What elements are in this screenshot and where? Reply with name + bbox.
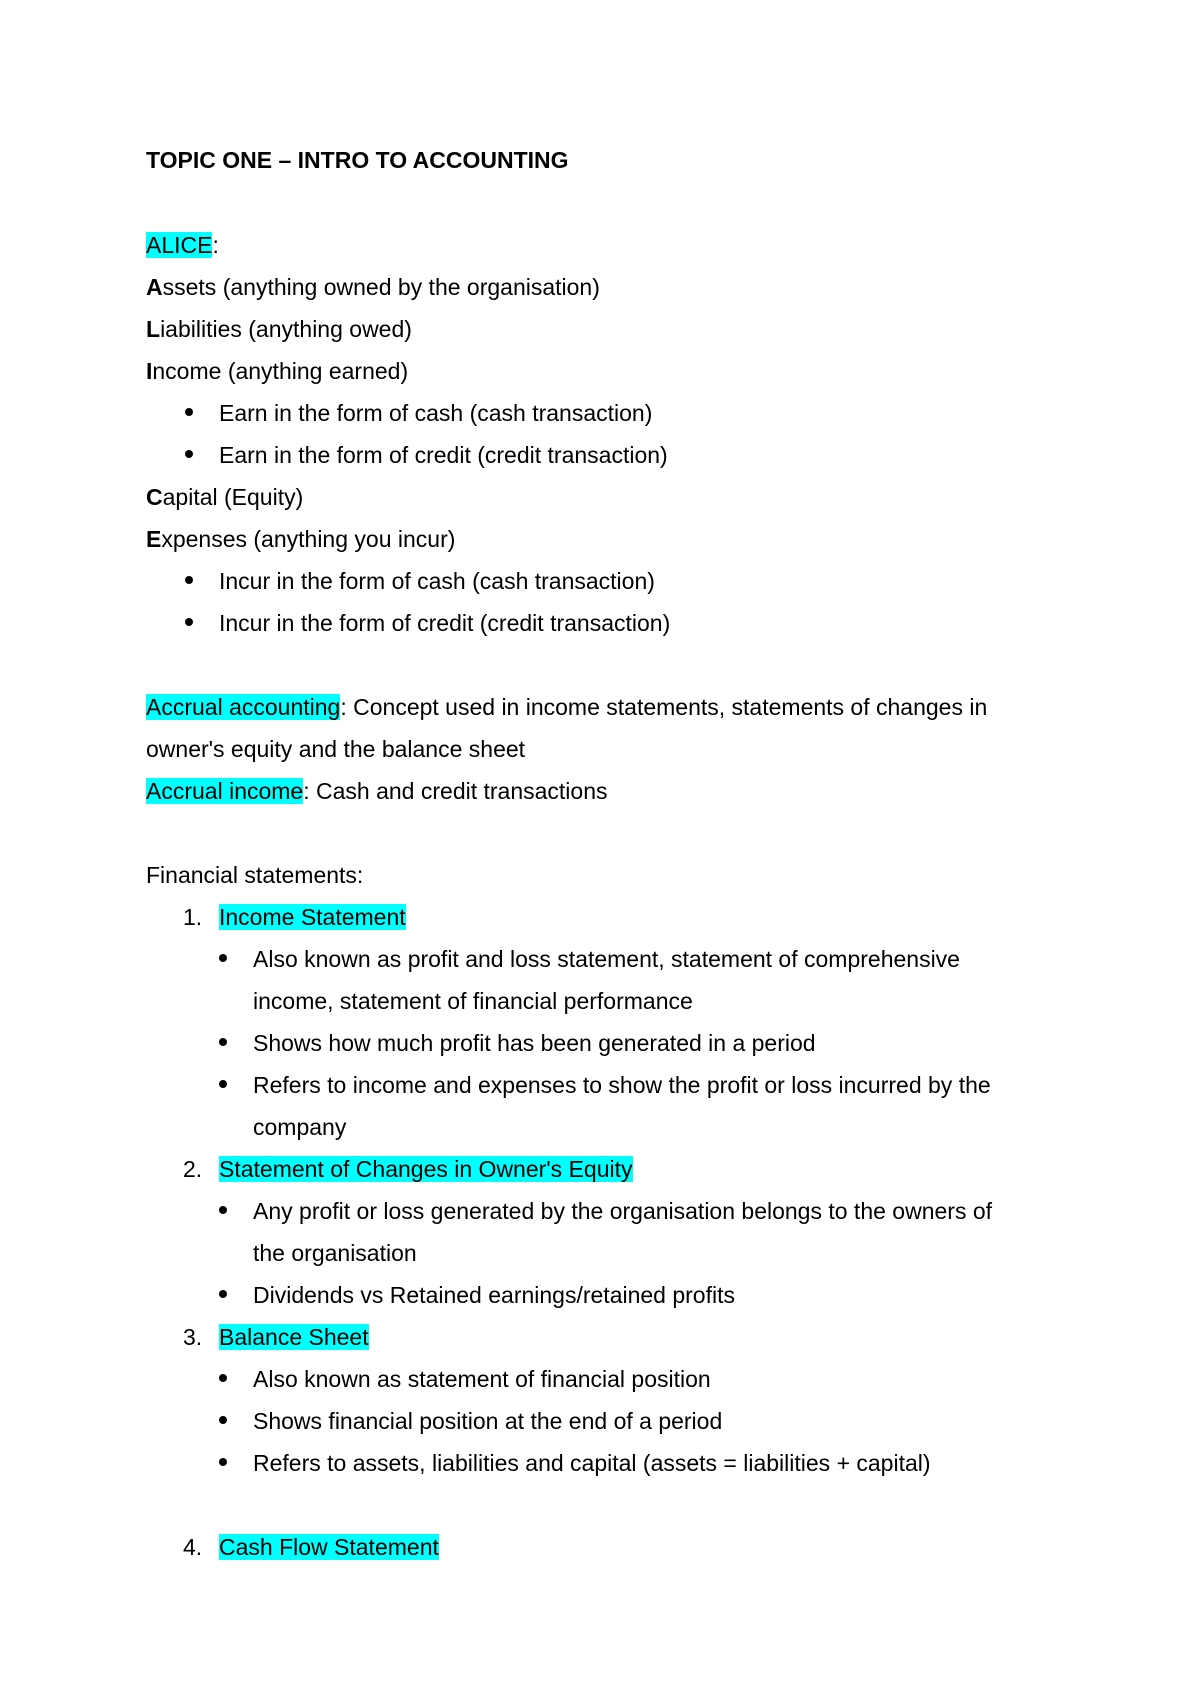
balance-sheet-bullet-1: Also known as statement of financial position (253, 1366, 711, 1392)
accrual-accounting-line (146, 694, 987, 720)
equity-bullet-1-cont: the organisation (253, 1240, 417, 1266)
expenses-bullet-1: Incur in the form of cash (cash transaction) (219, 568, 655, 594)
alice-liabilities-line (146, 316, 412, 342)
accrual-accounting-definition: : Concept used in income statements, statements of changes in (340, 694, 988, 720)
equity-bullet-2: Dividends vs Retained earnings/retained profits (253, 1282, 735, 1308)
bullet-icon (219, 1038, 227, 1046)
statement-name-highlight: Cash Flow Statement (219, 1534, 439, 1560)
expenses-bullet-2: Incur in the form of credit (credit transaction) (219, 610, 671, 636)
alice-expenses-line (146, 526, 455, 552)
bullet-icon (219, 1416, 227, 1424)
income-bullet-1: Earn in the form of cash (cash transaction) (219, 400, 653, 426)
alice-capital-line (146, 484, 303, 510)
liabilities-text: iabilities (anything owed) (160, 316, 412, 342)
bullet-icon (219, 1458, 227, 1466)
statement-name-cash-flow (219, 1534, 439, 1560)
income-statement-bullet-1-cont: income, statement of financial performance (253, 988, 693, 1014)
alice-heading-colon: : (212, 232, 219, 258)
income-statement-bullet-1: Also known as profit and loss statement, statement of comprehensive (253, 946, 960, 972)
statement-name-highlight: Statement of Changes in Owner's Equity (219, 1156, 633, 1182)
bullet-icon (219, 1290, 227, 1298)
income-statement-bullet-2: Shows how much profit has been generated in a period (253, 1030, 816, 1056)
bullet-icon (185, 576, 193, 584)
alice-assets-line (146, 274, 600, 300)
bullet-icon (219, 1206, 227, 1214)
assets-text: ssets (anything owned by the organisation) (162, 274, 600, 300)
income-bullet-2: Earn in the form of credit (credit transaction) (219, 442, 668, 468)
expenses-text: xpenses (anything you incur) (161, 526, 456, 552)
income-initial: I (146, 358, 153, 384)
list-number: 3. (183, 1324, 203, 1350)
alice-heading (146, 232, 219, 258)
income-statement-bullet-3-cont: company (253, 1114, 347, 1140)
assets-initial: A (146, 274, 163, 300)
list-number: 1. (183, 904, 203, 930)
document-title: TOPIC ONE – INTRO TO ACCOUNTING (146, 147, 569, 173)
alice-heading-highlight: ALICE (146, 232, 213, 258)
accrual-income-term: Accrual income (146, 778, 304, 804)
financial-statements-heading: Financial statements: (146, 862, 364, 888)
bullet-icon (185, 450, 193, 458)
balance-sheet-bullet-2: Shows financial position at the end of a period (253, 1408, 723, 1434)
bullet-icon (185, 408, 193, 416)
capital-initial: C (146, 484, 163, 510)
income-text: ncome (anything earned) (152, 358, 409, 384)
statement-name-highlight: Income Statement (219, 904, 406, 930)
accrual-accounting-term: Accrual accounting (146, 694, 341, 720)
statement-name-highlight: Balance Sheet (219, 1324, 369, 1350)
statement-name-balance-sheet (219, 1324, 369, 1350)
accrual-income-line (146, 778, 608, 804)
accrual-income-definition: : Cash and credit transactions (303, 778, 608, 804)
bullet-icon (185, 618, 193, 626)
expenses-initial: E (146, 526, 162, 552)
list-number: 2. (183, 1156, 203, 1182)
liabilities-initial: L (146, 316, 161, 342)
statement-name-income (219, 904, 406, 930)
bullet-icon (219, 1374, 227, 1382)
bullet-icon (219, 954, 227, 962)
equity-bullet-1: Any profit or loss generated by the organisation belongs to the owners of (253, 1198, 993, 1224)
balance-sheet-bullet-3: Refers to assets, liabilities and capital (assets = liabilities + capital) (253, 1450, 931, 1476)
statement-name-equity (219, 1156, 633, 1182)
list-number: 4. (183, 1534, 203, 1560)
alice-income-line (146, 358, 408, 384)
income-statement-bullet-3: Refers to income and expenses to show the profit or loss incurred by the (253, 1072, 991, 1098)
capital-text: apital (Equity) (162, 484, 304, 510)
bullet-icon (219, 1080, 227, 1088)
accrual-accounting-continuation: owner's equity and the balance sheet (146, 736, 526, 762)
